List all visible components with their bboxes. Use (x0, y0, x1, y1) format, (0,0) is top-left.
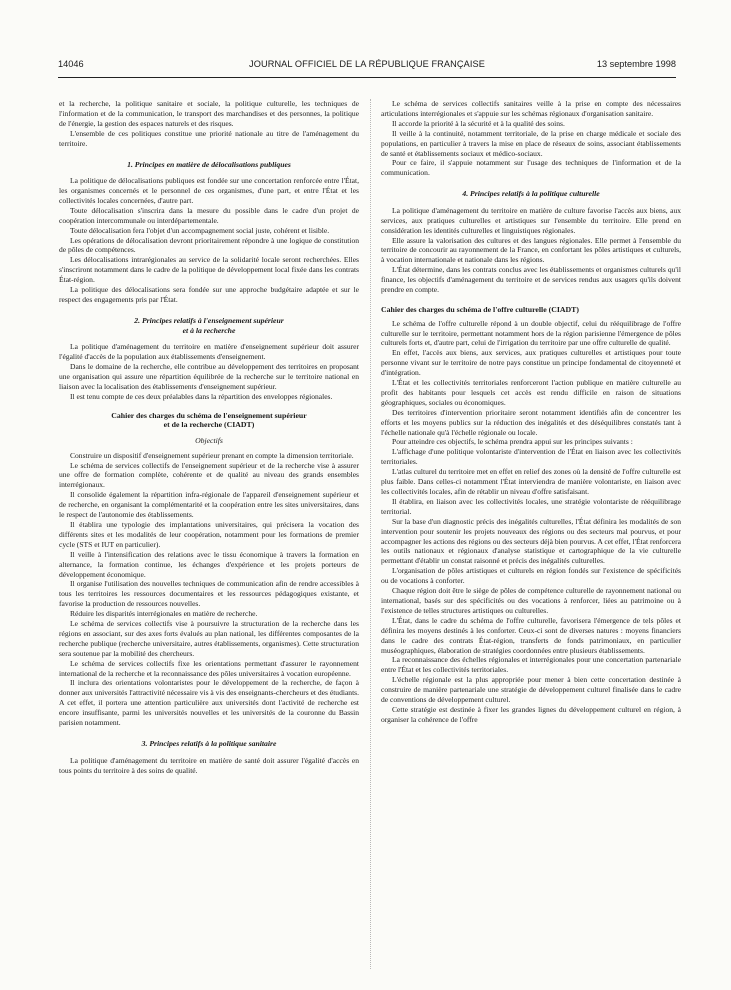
objectives-label: Objectifs (195, 435, 223, 445)
paragraph: L'organisation de pôles artistiques et culturels en région fondés sur l'existence de spécificités ou de vocations à conforter. (381, 566, 681, 586)
paragraph: et la recherche, la politique sanitaire et sociale, la politique culturelle, les techniques de l'information et de la communication, le transport des marchandises et des personnes, la politique de l'énergie, la gestion des espaces naturels et des risques. (59, 99, 359, 128)
paragraph: Il organise l'utilisation des nouvelles techniques de communication afin de rendre accessibles à tous les territoires les ressources documentaires et les ressources pédagogiques existante, et favorise la production de ressources nouvelles. (59, 579, 359, 609)
paragraph: Le schéma de l'offre culturelle répond à un double objectif, celui du rééquilibrage de l'offre culturelle sur le territoire, permettant notamment hors de la région parisienne l'émergence de pôles culturels forts et, d'autre part, celui de l'irrigation du territoire par une offre culturelle de qualité. (381, 318, 681, 348)
paragraph: L'État et les collectivités territoriales renforceront l'action publique en matière culturelle au profit des habitants pour lesquels cet accès est rendu difficile en raison de situations géographiques, sociales ou économiques. (381, 378, 681, 407)
paragraph: Sur la base d'un diagnostic précis des inégalités culturelles, l'État définira les modalités de son intervention pour soutenir les projets nouveaux des régions ou des secteurs mal pourvus, et pour accompagner les actions des régions ou des secteurs déjà bien pourvus. A cet effet, l'État renforcera les outils nationaux et régionaux d'analyse statistique et cartographique de la vie culturelle permettant d'établir un constat raisonné et précis des inégalités culturelles. (381, 516, 681, 566)
journal-title: JOURNAL OFFICIEL DE LA RÉPUBLIQUE FRANÇAISE (249, 59, 485, 69)
paragraph: Chaque région doit être le siège de pôles de compétence culturelle de rayonnement national ou international, basés sur des spécificités ou des vocations à renforcer, liées au patrimoine ou à l'existence de telles structures artistiques ou culturelles. (381, 586, 681, 615)
paragraph: L'affichage d'une politique volontariste d'intervention de l'État en liaison avec les collectivités territoriales. (381, 447, 681, 467)
paragraph: La reconnaissance des échelles régionales et interrégionales pour une concertation partenariale entre l'État et les collectivités territoriales. (381, 655, 681, 675)
page-number: 14046 (58, 59, 84, 69)
paragraph: La politique de délocalisations publiques est fondée sur une concertation renforcée entre l'État, les organismes concernés et le personnel de ces organismes, d'une part, et entre l'État et les collectivités locales concernées, d'autre part. (59, 176, 359, 205)
publication-date: 13 septembre 1998 (596, 59, 676, 69)
column-divider (370, 99, 371, 969)
paragraph: L'État détermine, dans les contrats conclus avec les établissements et organismes culturels qu'il finance, les objectifs d'aménagement du territoire et de services rendus aux usagers qu'ils doivent prendre en compte. (381, 265, 681, 295)
paragraph: Le schéma de services collectifs de l'enseignement supérieur et de la recherche vise à assurer une offre de formation complète, cohérente et de qualité au niveau des grands ensembles interrégionaux. (59, 460, 359, 490)
paragraph: Toute délocalisation s'inscrira dans la mesure du possible dans le cadre d'un projet de coopération intercommunale ou interdépartementale. (59, 205, 359, 225)
paragraph: L'État, dans le cadre du schéma de l'offre culturelle, favorisera l'émergence de tels pôles et définira les moyens destinés à les conforter. Ceux-ci sont de diverses natures : moyens financiers dans le cadre des contrats État-région, transferts de fonds patrimoniaux, en particulier muséographiques, élaboration de stratégies coordonnées entre plusieurs établissements. (381, 615, 681, 655)
section-heading: 1. Principes en matière de délocalisations publiques (127, 159, 291, 169)
paragraph: Le schéma de services collectifs vise à poursuivre la structuration de la recherche dans les régions en associant, sur des axes forts évalués au plan national, les différentes composantes de la recherche publique (recherche universitaire, autres établissements, organismes). Cette structuration sera soutenue par la mobilité des chercheurs. (59, 619, 359, 658)
paragraph: La politique d'aménagement du territoire en matière de culture favorise l'accès aux biens, aux services, aux pratiques culturelles et artistiques sur l'ensemble du territoire. Elle prend en considération les identités culturelles et linguistiques régionales. (381, 205, 681, 235)
paragraph: Des territoires d'intervention prioritaire seront notamment identifiés afin de concentrer les efforts et les moyens publics sur la réduction des inégalités et des déséquilibres constatés tant à l'échelle nationale qu'à l'échelle régionale ou locale. (381, 407, 681, 437)
paragraph: L'atlas culturel du territoire met en effet en relief des zones où la densité de l'offre culturelle est plus faible. Dans celles-ci notamment l'État interviendra de manière volontariste, en liaison avec les collectivités locales, afin de rétablir un niveau d'offre satisfaisant. (381, 467, 681, 496)
page-header (58, 59, 676, 75)
paragraph: Il consolide également la répartition infra-régionale de l'appareil d'enseignement supérieur et de recherche, en organisant la complémentarité et la coopération entre les sites universitaires, dans le respect de l'autonomie des établissements. (59, 490, 359, 520)
section-heading: 2. Principes relatifs à l'enseignement supérieur et à la recherche (134, 315, 284, 335)
paragraph: Elle assure la valorisation des cultures et des langues régionales. Elle permet à l'ensemble du territoire de concourir au rayonnement de la France, en confortant les pôles artistiques et culturels, à vocation internationale et nationale dans les régions. (381, 235, 681, 265)
paragraph: Réduire les disparités interrégionales en matière de recherche. (70, 609, 258, 619)
section-heading: 4. Principes relatifs à la politique culturelle (462, 189, 600, 199)
paragraph: Les délocalisations intrarégionales au service de la solidarité locale seront recherchées. Elles s'inscriront notamment dans le cadre de la politique de développement local fixée dans les contrats État-région. (59, 255, 359, 285)
paragraph: La politique d'aménagement du territoire en matière de santé doit assurer l'égalité d'accès en tous points du territoire à des soins de qualité. (59, 755, 359, 775)
paragraph: Il veille à l'intensification des relations avec le tissu économique à travers la formation en alternance, la formation continue, les échanges d'expérience et les projets porteurs de développement économique. (59, 549, 359, 579)
subsection-heading: Cahier des charges du schéma de l'enseignement supérieur et de la recherche (CIADT) (111, 410, 307, 430)
paragraph: Il établira une typologie des implantations universitaires, qui précisera la vocation des différents sites et les modalités de leur coopération, notamment pour les formations de premier cycle (STS et IUT en particulier). (59, 519, 359, 549)
paragraph: Pour atteindre ces objectifs, le schéma prendra appui sur les principes suivants : (392, 437, 633, 447)
paragraph: Les opérations de délocalisation devront prioritairement répondre à une logique de constitution de pôles de compétences. (59, 235, 359, 255)
paragraph: Toute délocalisation fera l'objet d'un accompagnement social juste, cohérent et lisible. (70, 225, 330, 235)
paragraph: Le schéma de services collectifs sanitaires veille à la prise en compte des nécessaires articulations interrégionales et s'appuie sur les schémas régionaux d'organisation sanitaire. (381, 99, 681, 118)
paragraph: L'échelle régionale est la plus appropriée pour mener à bien cette concertation destinée à construire de manière partenariale une stratégie de développement culturel finalisée dans le cadre de conventions de développement culturel. (381, 675, 681, 705)
paragraph: Cette stratégie est destinée à fixer les grandes lignes du développement culturel en région, à organiser la cohérence de l'offre (381, 704, 681, 724)
left-column (59, 99, 359, 979)
paragraph: Le schéma de services collectifs fixe les orientations permettant d'assurer le rayonnement international de la recherche et la reconnaissance des pôles universitaires à vocation européenne. (59, 658, 359, 678)
paragraph: Il veille à la continuité, notamment territoriale, de la prise en charge médicale et sociale des populations, en particulier à travers la mise en place de réseaux de soins, associant établissements de santé et établissements sociaux et médico-sociaux. (381, 128, 681, 158)
paragraph: Construire un dispositif d'enseignement supérieur prenant en compte la dimension territoriale. (70, 450, 354, 460)
paragraph: Dans le domaine de la recherche, elle contribue au développement des territoires en proposant une organisation qui assure une répartition équilibrée de la recherche sur le territoire national en liaison avec la localisation des établissements d'enseignement supérieur. (59, 361, 359, 391)
right-column (381, 99, 681, 979)
paragraph: La politique d'aménagement du territoire en matière d'enseignement supérieur doit assurer l'égalité d'accès de la population aux établissements d'enseignement. (59, 342, 359, 361)
header-rule (58, 77, 676, 78)
paragraph: En effet, l'accès aux biens, aux services, aux pratiques culturelles et artistiques pour toute personne vivant sur le territoire de notre pays constitue un principe fondamental de citoyenneté et d'intégration. (381, 348, 681, 378)
paragraph: Il établira, en liaison avec les collectivités locales, une stratégie volontariste de rééquilibrage territorial. (381, 496, 681, 516)
subsection-heading: Cahier des charges du schéma de l'offre culturelle (CIADT) (381, 305, 579, 314)
paragraph: L'ensemble de ces politiques constitue une priorité nationale au titre de l'aménagement du territoire. (59, 128, 359, 148)
paragraph: Il accorde la priorité à la sécurité et à la qualité des soins. (392, 118, 565, 128)
paragraph: La politique des délocalisations sera fondée sur une approche budgétaire adaptée et sur le respect des engagements pris par l'État. (59, 285, 359, 304)
paragraph: Pour ce faire, il s'appuie notamment sur l'usage des techniques de l'information et de la communication. (381, 158, 681, 178)
section-heading: 3. Principes relatifs à la politique sanitaire (141, 739, 277, 748)
paragraph: Il est tenu compte de ces deux préalables dans la répartition des enveloppes régionales. (70, 391, 333, 401)
paragraph: Il inclura des orientations volontaristes pour le développement de la recherche, de façon à donner aux universités l'attractivité nécessaire vis à vis des enseignants-chercheurs et des étudiants. A cet effet, il portera une attention particulière aux universités dont l'activité de recherche est encore insuffisante, parmi les universités nouvelles et les universités de la couronne du Bassin parisien notamment. (59, 678, 359, 728)
